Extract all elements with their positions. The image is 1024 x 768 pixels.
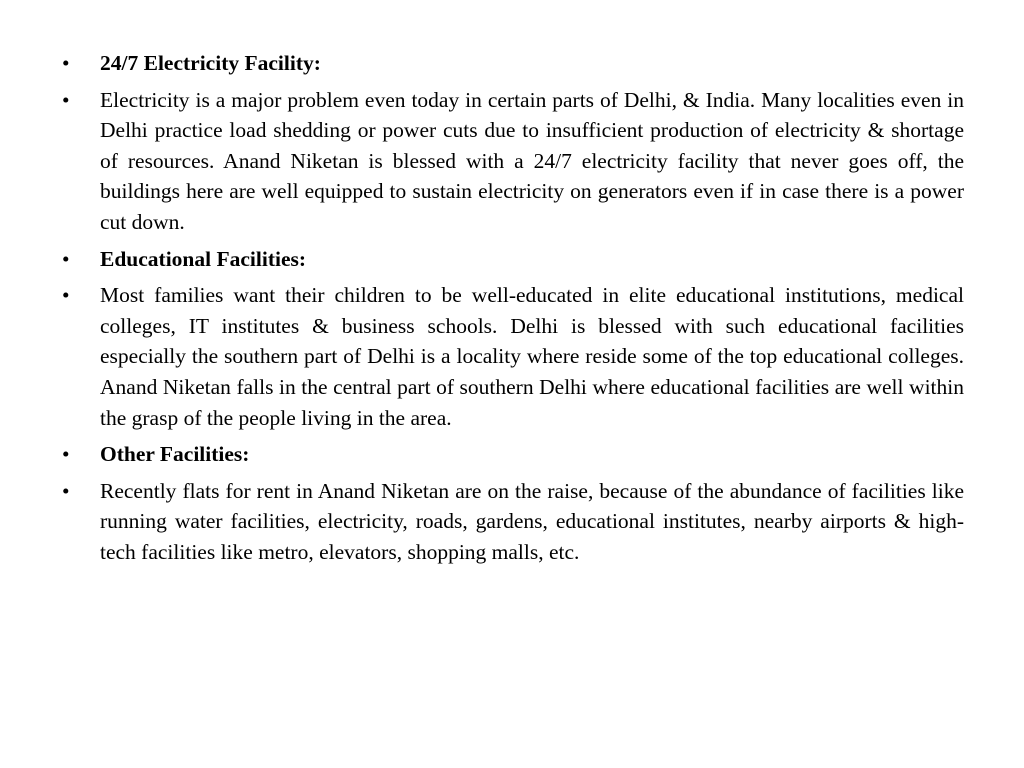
bullet-heading-electricity [62, 48, 964, 79]
bullet-dot-icon: • [62, 87, 70, 112]
bullet-heading-other [62, 439, 964, 470]
paragraph-electricity: Electricity is a major problem even today in certain parts of Delhi, & India. Many localities even in Delhi practice load shedding or power cuts due to insufficient production of electricity & shortage of resources. Anand Niketan is blessed with a 24/7 electricity facility that never goes off, the buildings here are well equipped to sustain electricity on generators even if in case there is a power cut down. [100, 87, 964, 234]
bullet-heading-educational [62, 244, 964, 275]
bullet-paragraph-other [62, 476, 964, 568]
heading-educational-facilities: Educational Facilities: [100, 246, 307, 271]
paragraph-educational: Most families want their children to be well-educated in elite educational institutions, medical colleges, IT institutes & business schools. Delhi is blessed with such educational facilities especially the southern part of Delhi is a locality where reside some of the top educational colleges. Anand Niketan falls in the central part of southern Delhi where educational facilities are well within the grasp of the people living in the area. [100, 283, 964, 430]
bullet-paragraph-educational [62, 280, 964, 433]
bullet-dot-icon: • [62, 246, 70, 271]
bullet-dot-icon: • [62, 51, 70, 75]
heading-electricity-facility: 24/7 Electricity Facility: [100, 51, 321, 75]
heading-other-facilities: Other Facilities: [100, 442, 250, 467]
bullet-dot-icon: • [62, 283, 70, 308]
paragraph-other: Recently flats for rent in Anand Niketan are on the raise, because of the abundance of facilities like running water facilities, electricity, roads, gardens, educational institutes, nearby airports & high-tech facilities like metro, elevators, shopping malls, etc. [100, 478, 964, 564]
bullet-dot-icon: • [62, 478, 70, 503]
bullet-list [62, 48, 964, 574]
bullet-paragraph-electricity [62, 85, 964, 238]
bullet-dot-icon: • [62, 442, 70, 467]
